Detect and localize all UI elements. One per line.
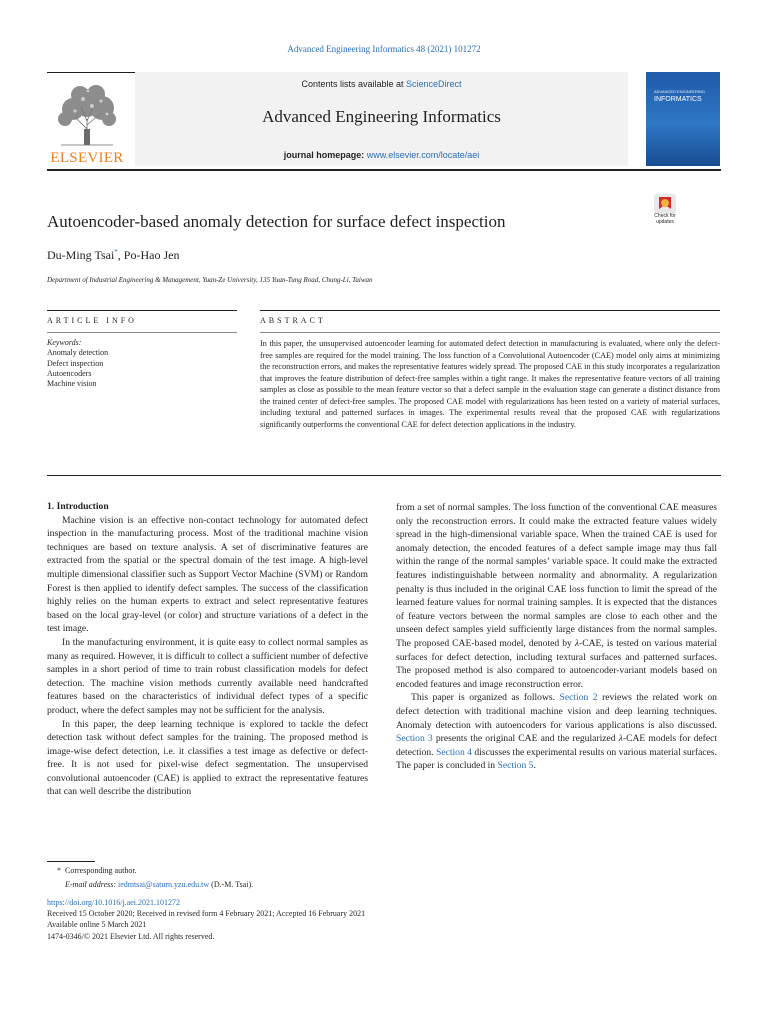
author-list [47, 248, 179, 263]
body-paragraph: In this paper, the deep learning technique is explored to tackle the defect detection task without defect samples for the training. The proposed method is image-wise defect detection, i.e. it classifies a test image as defective or defect-free. It is not used for pixel-wise defect segmentation. The unsupervised convolutional autoencoder (CAE) is applied to extract the representative features that can well describe the distribution [47, 718, 368, 798]
cover-title: INFORMATICS [654, 96, 702, 103]
keywords-label: Keywords: [47, 338, 82, 347]
copyright: 1474-0346/© 2021 Elsevier Ltd. All rights reserved. [47, 931, 215, 941]
body-paragraph [396, 501, 717, 691]
homepage-link[interactable]: www.elsevier.com/locate/aei [366, 150, 480, 160]
text-run: -CAE, is tested on various material surfaces for defect detection, including textural surfaces and patterned surfaces. The proposed method is also compared to autoencoder-variant models based on encoded features and image reconstruction error. [396, 637, 717, 690]
homepage-label: journal homepage: [283, 150, 367, 160]
section-3-link[interactable]: Section 3 [396, 733, 433, 745]
footnote-rule [47, 861, 95, 862]
keyword-item: Autoencoders [47, 368, 92, 378]
body-paragraph: Machine vision is an effective non-contact technology for automated defect inspection in the manufacturing process. Most of the traditional machine vision techniques are based on texture analysis. A set of discriminative features are extracted from the spatial or the spectral domain of the test image. A high-level multiple dimensional classifier such as Support Vector Machine (SVM) or Random Forest is then applied to identify defect samples. The success of the classification highly relies on the human experts to extract and select representative features based on the local gray-level (or color) and structure variations of a defect in the test image. [47, 514, 368, 635]
body-paragraph [396, 691, 717, 773]
keywords-block [47, 338, 237, 389]
text-run: reviews the related work on defect detection with traditional machine vision and deep learning techniques. Anomaly detection with autoencoders for various applications is also discussed. [396, 692, 717, 731]
body-paragraph: In the manufacturing environment, it is quite easy to collect normal samples as many as required. However, it is difficult to collect a sufficient number of defective samples in a short period of time to train robust classification models for defect detection. The machine vision methods currently available need handcrafted features based on the characteristics of individual defect types of a specific product, where the defect samples may not be sufficient for the analysis. [47, 636, 368, 716]
corresponding-author-footnote [47, 864, 447, 891]
article-info-heading: ARTICLE INFO [47, 316, 137, 325]
email-label: E-mail address: [65, 879, 117, 889]
author-name: Du-Ming Tsai [47, 248, 115, 262]
journal-homepage [135, 150, 628, 160]
keyword-item: Defect inspection [47, 358, 104, 368]
header-bottom-rule [47, 169, 721, 171]
text-run: . [533, 760, 536, 772]
affiliation: Department of Industrial Engineering & Management, Yuan-Ze University, 135 Yuan-Tung Road, Chung-Li, Taiwan [47, 276, 373, 284]
author-separator: , [117, 248, 124, 262]
section-2-link[interactable]: Section 2 [559, 692, 598, 704]
abstract-subrule [260, 332, 720, 333]
section-title-introduction: 1. Introduction [47, 501, 109, 512]
check-for-updates-label [648, 213, 682, 225]
text-run: This paper is organized as follows. [411, 692, 560, 704]
abstract-rule [260, 310, 720, 311]
journal-title: Advanced Engineering Informatics [262, 107, 501, 126]
corresponding-label: Corresponding author. [65, 866, 137, 875]
text-run: from a set of normal samples. The loss function of the conventional CAE measures only the reconstruction errors. It could make the extracted feature values widely spread in the high-dimensional variable space. When the trained CAE is used for anomaly detection, the encoded features of a defect sample image may thus fall within the range of the normal samples’ variable space. It could make the extracted features indistinguishable between normality and abnormality. A regularization penalty is thus included in the original CAE loss function to limit the spread of the learned feature values for normal training samples. It is expected that the distances of feature vectors between the normal samples are close to each other and the unseen defect samples yield sufficiently large distances from the normal samples. The proposed CAE-based model, denoted by [396, 502, 717, 649]
body-right-column [396, 501, 717, 773]
text-run: discusses the experimental results on various material surfaces. The paper is concluded in [396, 746, 717, 772]
publisher-name: ELSEVIER [50, 150, 124, 166]
front-matter-bottom-rule [47, 475, 721, 476]
sciencedirect-link[interactable]: ScienceDirect [406, 79, 462, 89]
email-link[interactable]: iedmtsai@saturn.yzu.edu.tw [118, 879, 210, 889]
publication-info [47, 897, 547, 942]
abstract-heading: ABSTRACT [260, 316, 326, 325]
lambda-symbol: λ [618, 733, 623, 745]
section-4-link[interactable]: Section 4 [435, 746, 472, 758]
paper-title: Autoencoder-based anomaly detection for surface defect inspection [47, 212, 506, 231]
article-info-rule [47, 310, 237, 311]
crossmark-line1: Check for [654, 213, 676, 219]
contents-line [135, 79, 628, 89]
article-info-subrule [47, 332, 237, 333]
contents-prefix: Contents lists available at [301, 79, 407, 89]
abstract-text: In this paper, the unsupervised autoencoder learning for automated defect detection in manufacturing is evaluated, where only the defect-free samples are required for the model training. The loss function of a Convolutional Autoencoder (CAE) model only aims at minimizing the reconstruction errors, and makes the representative features widely spread. The proposed CAE in this study incorporates a regularization that improves the feature distribution of defect-free samples within a tight range. It makes the representative feature vectors of all training samples as close as possible to the mean feature vector so that a defect sample in the evaluation stage can generate a distinct distance from the trained center of defect-free samples. The proposed CAE model with regularizations has been tested on a variety of material surfaces, including textural and patterned surfaces in images. The experimental results reveal that the proposed CAE with regularizations significantly outperforms the conventional CAE for defect detection applications in the industry. [260, 339, 720, 429]
section-5-link[interactable]: Section 5 [497, 760, 534, 772]
text-run: presents the original CAE and the regularized [432, 733, 619, 745]
email-suffix: (D.-M. Tsai). [209, 879, 254, 889]
author-name: Po-Hao Jen [123, 248, 180, 262]
journal-reference[interactable]: Advanced Engineering Informatics 48 (2021) 101272 [287, 44, 481, 54]
body-left-column [47, 500, 368, 799]
footnote-star: * [57, 866, 61, 875]
lambda-symbol: λ [574, 637, 580, 649]
keyword-item: Machine vision [47, 379, 97, 389]
crossmark-line2: updates [656, 219, 674, 225]
keyword-item: Anomaly detection [47, 348, 109, 358]
received-dates: Received 15 October 2020; Received in revised form 4 February 2021; Accepted 16 February 2021 [47, 909, 366, 919]
doi-link[interactable]: https://doi.org/10.1016/j.aei.2021.101272 [47, 898, 180, 907]
corresponding-author-mark[interactable]: * [114, 248, 118, 256]
text-run: -CAE models for defect detection. [396, 733, 717, 758]
cover-subtitle: ADVANCED ENGINEERING [654, 89, 706, 94]
online-date: Available online 5 March 2021 [47, 920, 147, 930]
journal-cover-image [646, 72, 720, 166]
